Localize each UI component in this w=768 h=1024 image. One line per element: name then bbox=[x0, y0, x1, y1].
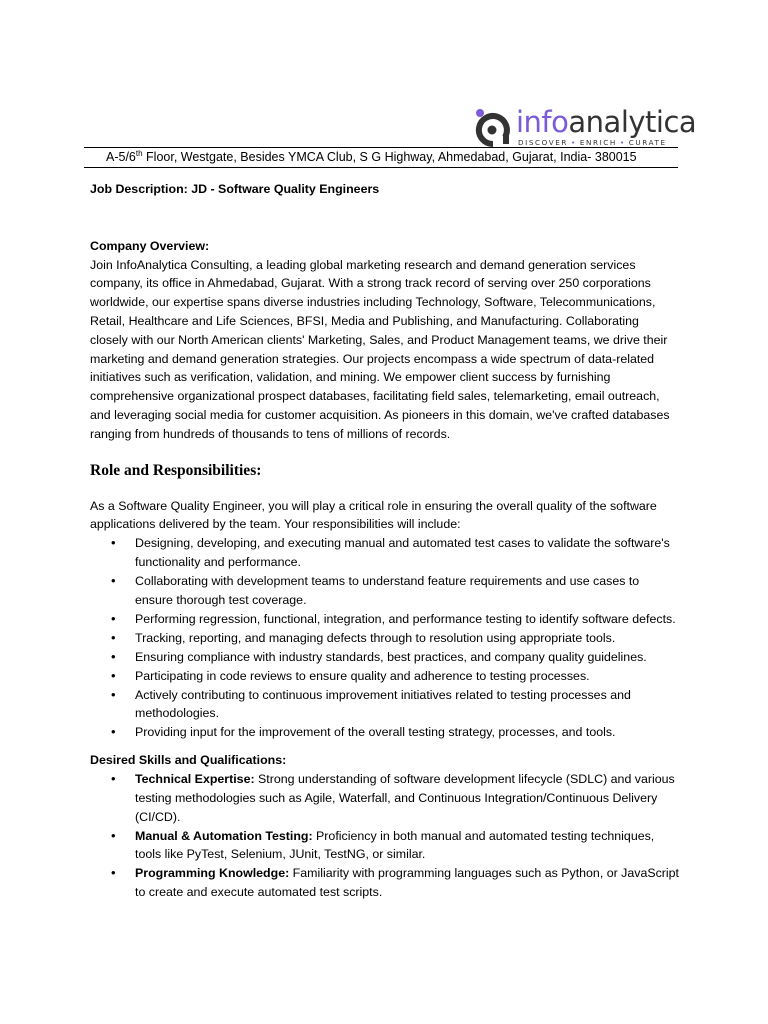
skill-text: Proficiency in both manual and automated testing techniques, tools like PyTest, Selenium, JUnit, TestNG, or similar. bbox=[135, 828, 655, 862]
company-overview-heading: Company Overview: bbox=[90, 238, 210, 253]
logo-wordmark bbox=[516, 106, 696, 138]
tagline-curate: CURATE bbox=[628, 138, 667, 147]
company-logo bbox=[472, 105, 697, 148]
list-item bbox=[90, 827, 680, 865]
skill-label: Technical Expertise: bbox=[135, 772, 255, 787]
list-item: • Collaborating with development teams to understand feature requirements and use cases to ensure thorough test coverage. bbox=[90, 572, 680, 610]
tagline-discover: DISCOVER bbox=[518, 138, 569, 147]
address-rest: Floor, Westgate, Besides YMCA Club, S G Highway, Ahmedabad, Gujarat, India- 380015 bbox=[142, 150, 637, 164]
responsibilities-list bbox=[90, 534, 680, 742]
list-item: • Providing input for the improvement of the overall testing strategy, processes, and tools. bbox=[90, 723, 680, 742]
company-overview-text: Join InfoAnalytica Consulting, a leading global marketing research and demand generation services company, its office in Ahmedabad, Gujarat. With a strong track record of serving over 250 corporations worldwide, our expertise spans diverse industries including Technology, Software, Telecommunications, Retail, Healthcare and Life Sciences, BFSI, Media and Publishing, and Manufacturing. Collaborating closely with our North American clients' Marketing, Sales, and Product Management teams, we drive their marketing and demand generation strategies. Our projects encompass a wide spectrum of data-related initiatives such as verification, validation, and mining. We empower client success by furnishing comprehensive organizational prospect databases, facilitating field sales, telemarketing, email outreach, and leveraging social media for customer acquisition. As pioneers in this domain, we've crafted databases ranging from hundreds of thousands to tens of millions of records. bbox=[90, 257, 670, 441]
address-superscript: th bbox=[135, 149, 143, 158]
job-title: Job Description: JD - Software Quality Engineers bbox=[90, 182, 380, 196]
list-item: • Tracking, reporting, and managing defects through to resolution using appropriate tools. bbox=[90, 629, 680, 648]
logo-mark-icon bbox=[472, 106, 514, 148]
tagline-separator: • bbox=[619, 138, 626, 147]
list-item: • Actively contributing to continuous improvement initiatives related to testing processes and methodologies. bbox=[90, 686, 680, 724]
logo-tagline bbox=[518, 138, 667, 147]
logo-wordmark-analytica: analytica bbox=[568, 105, 697, 139]
skill-label: Programming Knowledge: bbox=[135, 866, 290, 881]
list-item bbox=[90, 864, 680, 902]
list-item bbox=[90, 770, 680, 826]
header-rule-top bbox=[84, 147, 678, 148]
tagline-separator: • bbox=[571, 138, 577, 147]
list-item: • Ensuring compliance with industry standards, best practices, and company quality guidelines. bbox=[90, 648, 680, 667]
skills-heading: Desired Skills and Qualifications: bbox=[90, 753, 287, 768]
list-item: • Performing regression, functional, integration, and performance testing to identify software defects. bbox=[90, 610, 680, 629]
role-intro: As a Software Quality Engineer, you will play a critical role in ensuring the overall quality of the software applications delivered by the team. Your responsibilities will include: bbox=[90, 498, 657, 532]
skill-text: Familiarity with programming languages such as Python, or JavaScript to create and execute automated test scripts. bbox=[135, 866, 680, 900]
skill-text: Strong understanding of software development lifecycle (SDLC) and various testing methodologies such as Agile, Waterfall, and Continuous Integration/Continuous Delivery (CI/CD). bbox=[135, 772, 675, 824]
role-heading: Role and Responsibilities: bbox=[90, 461, 262, 479]
logo-wordmark-info: info bbox=[516, 105, 569, 139]
address-prefix: A-5/6 bbox=[106, 150, 136, 164]
skill-label: Manual & Automation Testing: bbox=[135, 828, 313, 843]
office-address bbox=[106, 149, 637, 166]
skills-list bbox=[90, 770, 680, 902]
list-item: • Participating in code reviews to ensure quality and adherence to testing processes. bbox=[90, 667, 680, 686]
list-item: • Designing, developing, and executing manual and automated test cases to validate the software's functionality and performance. bbox=[90, 534, 680, 572]
document-body bbox=[90, 180, 680, 902]
tagline-enrich: ENRICH bbox=[579, 138, 617, 147]
header-rule-bottom bbox=[84, 167, 678, 168]
